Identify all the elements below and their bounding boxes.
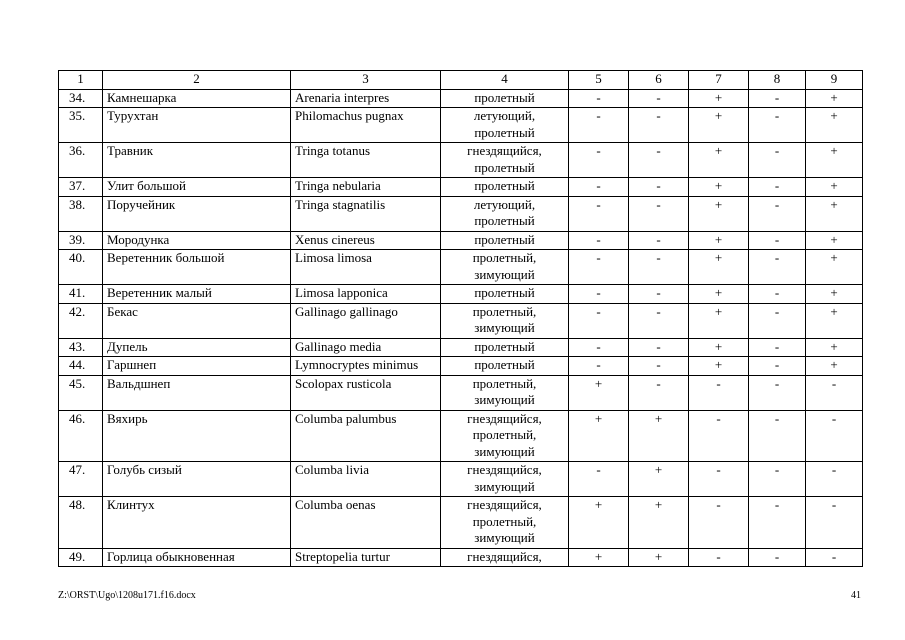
presence-mark-col-9: + <box>806 250 863 285</box>
species-russian-name: Улит большой <box>103 178 291 197</box>
species-latin-name: Xenus cinereus <box>291 231 441 250</box>
presence-mark-col-5: - <box>569 462 629 497</box>
presence-mark-col-6: - <box>629 178 689 197</box>
footer-file-path: Z:\ORST\Ugo\1208u171.f16.docx <box>58 590 196 601</box>
presence-mark-col-7: + <box>689 108 749 143</box>
presence-mark-col-6: + <box>629 497 689 549</box>
presence-mark-col-6: - <box>629 285 689 304</box>
status-cell <box>441 231 569 250</box>
presence-mark-col-5: + <box>569 497 629 549</box>
row-number: 45. <box>59 375 103 410</box>
table-row <box>59 285 863 304</box>
table-row <box>59 196 863 231</box>
column-header-2: 2 <box>103 71 291 90</box>
status-cell <box>441 497 569 549</box>
species-russian-name: Горлица обыкновенная <box>103 548 291 567</box>
status-line: зимующий <box>474 530 535 545</box>
presence-mark-col-5: - <box>569 285 629 304</box>
species-latin-name: Streptopelia turtur <box>291 548 441 567</box>
species-latin-name: Columba oenas <box>291 497 441 549</box>
table-row <box>59 375 863 410</box>
presence-mark-col-7: + <box>689 303 749 338</box>
presence-mark-col-6: - <box>629 338 689 357</box>
column-header-7: 7 <box>689 71 749 90</box>
status-line: пролетный <box>474 231 535 247</box>
row-number: 38. <box>59 196 103 231</box>
presence-mark-col-9: + <box>806 231 863 250</box>
column-header-4: 4 <box>441 71 569 90</box>
row-number: 37. <box>59 178 103 197</box>
presence-mark-col-7: + <box>689 285 749 304</box>
species-latin-name: Lymnocryptes minimus <box>291 357 441 376</box>
column-header-9: 9 <box>806 71 863 90</box>
species-latin-name: Tringa totanus <box>291 143 441 178</box>
presence-mark-col-9: + <box>806 285 863 304</box>
presence-mark-col-6: + <box>629 462 689 497</box>
status-line: пролетный, <box>472 303 537 319</box>
presence-mark-col-9: - <box>806 497 863 549</box>
column-header-5: 5 <box>569 71 629 90</box>
status-cell <box>441 548 569 567</box>
status-cell <box>441 178 569 197</box>
presence-mark-col-6: - <box>629 231 689 250</box>
header-row <box>59 71 863 90</box>
status-line: гнездящийся, <box>467 410 542 426</box>
presence-mark-col-8: - <box>749 285 806 304</box>
status-line: гнездящийся, <box>467 143 542 158</box>
presence-mark-col-6: - <box>629 303 689 338</box>
status-cell <box>441 338 569 357</box>
presence-mark-col-9: - <box>806 410 863 462</box>
presence-mark-col-5: - <box>569 143 629 178</box>
presence-mark-col-6: - <box>629 143 689 178</box>
presence-mark-col-6: - <box>629 196 689 231</box>
status-cell <box>441 357 569 376</box>
row-number: 43. <box>59 338 103 357</box>
species-russian-name: Турухтан <box>103 108 291 143</box>
presence-mark-col-6: + <box>629 410 689 462</box>
species-latin-name: Gallinago media <box>291 338 441 357</box>
status-line: пролетный <box>474 89 535 105</box>
presence-mark-col-5: - <box>569 303 629 338</box>
presence-mark-col-7: + <box>689 357 749 376</box>
species-russian-name: Вяхирь <box>103 410 291 462</box>
presence-mark-col-5: - <box>569 338 629 357</box>
presence-mark-col-6: - <box>629 375 689 410</box>
species-russian-name: Гаршнеп <box>103 357 291 376</box>
status-line: летующий, <box>473 196 536 212</box>
species-russian-name: Травник <box>103 143 291 178</box>
presence-mark-col-7: - <box>689 548 749 567</box>
presence-mark-col-7: + <box>689 143 749 178</box>
species-latin-name: Columba palumbus <box>291 410 441 462</box>
presence-mark-col-7: - <box>689 462 749 497</box>
table-body <box>59 71 863 567</box>
species-russian-name: Бекас <box>103 303 291 338</box>
species-latin-name: Tringa nebularia <box>291 178 441 197</box>
status-cell <box>441 410 569 462</box>
presence-mark-col-7: + <box>689 250 749 285</box>
presence-mark-col-8: - <box>749 250 806 285</box>
presence-mark-col-5: - <box>569 231 629 250</box>
presence-mark-col-8: - <box>749 338 806 357</box>
presence-mark-col-9: - <box>806 462 863 497</box>
column-header-3: 3 <box>291 71 441 90</box>
status-cell <box>441 89 569 108</box>
status-line: пролетный <box>474 124 535 140</box>
presence-mark-col-9: + <box>806 89 863 108</box>
presence-mark-col-6: - <box>629 108 689 143</box>
species-latin-name: Gallinago gallinago <box>291 303 441 338</box>
status-line: зимующий <box>474 478 535 494</box>
status-cell <box>441 462 569 497</box>
status-line: пролетный, <box>472 427 537 442</box>
presence-mark-col-8: - <box>749 89 806 108</box>
species-latin-name: Philomachus pugnax <box>291 108 441 143</box>
presence-mark-col-9: + <box>806 338 863 357</box>
table-row <box>59 338 863 357</box>
species-russian-name: Клинтух <box>103 497 291 549</box>
species-russian-name: Голубь сизый <box>103 462 291 497</box>
presence-mark-col-9: + <box>806 357 863 376</box>
status-line: пролетный <box>474 285 535 300</box>
status-line: летующий, <box>473 108 536 123</box>
presence-mark-col-9: + <box>806 303 863 338</box>
species-latin-name: Limosa limosa <box>291 250 441 285</box>
status-cell <box>441 196 569 231</box>
species-russian-name: Поручейник <box>103 196 291 231</box>
status-line: зимующий <box>474 320 535 335</box>
species-russian-name: Вальдшнеп <box>103 375 291 410</box>
table-row <box>59 357 863 376</box>
row-number: 41. <box>59 285 103 304</box>
status-line: пролетный <box>474 338 535 354</box>
row-number: 40. <box>59 250 103 285</box>
presence-mark-col-7: + <box>689 89 749 108</box>
row-number: 46. <box>59 410 103 462</box>
row-number: 42. <box>59 303 103 338</box>
species-latin-name: Limosa lapponica <box>291 285 441 304</box>
row-number: 34. <box>59 89 103 108</box>
table-row <box>59 108 863 143</box>
presence-mark-col-9: - <box>806 375 863 410</box>
presence-mark-col-8: - <box>749 462 806 497</box>
table-row <box>59 89 863 108</box>
species-russian-name: Мородунка <box>103 231 291 250</box>
table-row <box>59 303 863 338</box>
row-number: 47. <box>59 462 103 497</box>
table-row <box>59 231 863 250</box>
presence-mark-col-7: - <box>689 497 749 549</box>
presence-mark-col-6: - <box>629 250 689 285</box>
presence-mark-col-6: - <box>629 89 689 108</box>
presence-mark-col-5: + <box>569 548 629 567</box>
status-line: пролетный <box>474 178 535 193</box>
presence-mark-col-5: - <box>569 357 629 376</box>
presence-mark-col-7: + <box>689 231 749 250</box>
table-row <box>59 548 863 567</box>
table-row <box>59 143 863 178</box>
status-cell <box>441 250 569 285</box>
species-russian-name: Камнешарка <box>103 89 291 108</box>
row-number: 36. <box>59 143 103 178</box>
presence-mark-col-5: - <box>569 196 629 231</box>
presence-mark-col-7: + <box>689 196 749 231</box>
row-number: 48. <box>59 497 103 549</box>
row-number: 49. <box>59 548 103 567</box>
presence-mark-col-6: - <box>629 357 689 376</box>
status-line: пролетный <box>474 159 535 175</box>
species-russian-name: Дупель <box>103 338 291 357</box>
table-row <box>59 178 863 197</box>
presence-mark-col-8: - <box>749 143 806 178</box>
presence-mark-col-8: - <box>749 108 806 143</box>
presence-mark-col-8: - <box>749 231 806 250</box>
status-line: гнездящийся, <box>467 548 542 564</box>
status-cell <box>441 108 569 143</box>
presence-mark-col-8: - <box>749 497 806 549</box>
presence-mark-col-5: - <box>569 108 629 143</box>
column-header-6: 6 <box>629 71 689 90</box>
presence-mark-col-9: + <box>806 178 863 197</box>
presence-mark-col-7: + <box>689 178 749 197</box>
row-number: 35. <box>59 108 103 143</box>
presence-mark-col-9: - <box>806 548 863 567</box>
column-header-8: 8 <box>749 71 806 90</box>
presence-mark-col-8: - <box>749 375 806 410</box>
species-latin-name: Scolopax rusticola <box>291 375 441 410</box>
status-cell <box>441 375 569 410</box>
presence-mark-col-7: - <box>689 410 749 462</box>
footer-page-number: 41 <box>851 590 861 601</box>
presence-mark-col-8: - <box>749 548 806 567</box>
status-line: пролетный <box>474 357 535 372</box>
status-cell <box>441 303 569 338</box>
presence-mark-col-8: - <box>749 178 806 197</box>
status-line: гнездящийся, <box>467 462 542 477</box>
species-russian-name: Веретенник большой <box>103 250 291 285</box>
presence-mark-col-8: - <box>749 410 806 462</box>
status-cell <box>441 143 569 178</box>
status-line: пролетный, <box>472 375 537 391</box>
presence-mark-col-7: + <box>689 338 749 357</box>
presence-mark-col-7: - <box>689 375 749 410</box>
presence-mark-col-8: - <box>749 303 806 338</box>
status-line: гнездящийся, <box>467 497 542 512</box>
species-latin-name: Arenaria interpres <box>291 89 441 108</box>
status-line: пролетный <box>474 213 535 228</box>
row-number: 39. <box>59 231 103 250</box>
table-row <box>59 410 863 462</box>
presence-mark-col-8: - <box>749 196 806 231</box>
species-latin-name: Tringa stagnatilis <box>291 196 441 231</box>
presence-mark-col-5: - <box>569 89 629 108</box>
species-russian-name: Веретенник малый <box>103 285 291 304</box>
status-line: пролетный, <box>472 513 537 529</box>
presence-mark-col-9: + <box>806 196 863 231</box>
presence-mark-col-6: + <box>629 548 689 567</box>
status-cell <box>441 285 569 304</box>
status-line: зимующий <box>474 392 535 407</box>
species-table <box>58 70 863 567</box>
presence-mark-col-9: + <box>806 108 863 143</box>
status-line: пролетный, <box>472 250 537 265</box>
presence-mark-col-8: - <box>749 357 806 376</box>
table-row <box>59 462 863 497</box>
presence-mark-col-5: - <box>569 250 629 285</box>
column-header-1: 1 <box>59 71 103 90</box>
presence-mark-col-5: + <box>569 410 629 462</box>
status-line: зимующий <box>474 266 535 282</box>
presence-mark-col-9: + <box>806 143 863 178</box>
status-line: зимующий <box>474 443 535 459</box>
presence-mark-col-5: + <box>569 375 629 410</box>
presence-mark-col-5: - <box>569 178 629 197</box>
row-number: 44. <box>59 357 103 376</box>
table-row <box>59 250 863 285</box>
table-row <box>59 497 863 549</box>
species-latin-name: Columba livia <box>291 462 441 497</box>
